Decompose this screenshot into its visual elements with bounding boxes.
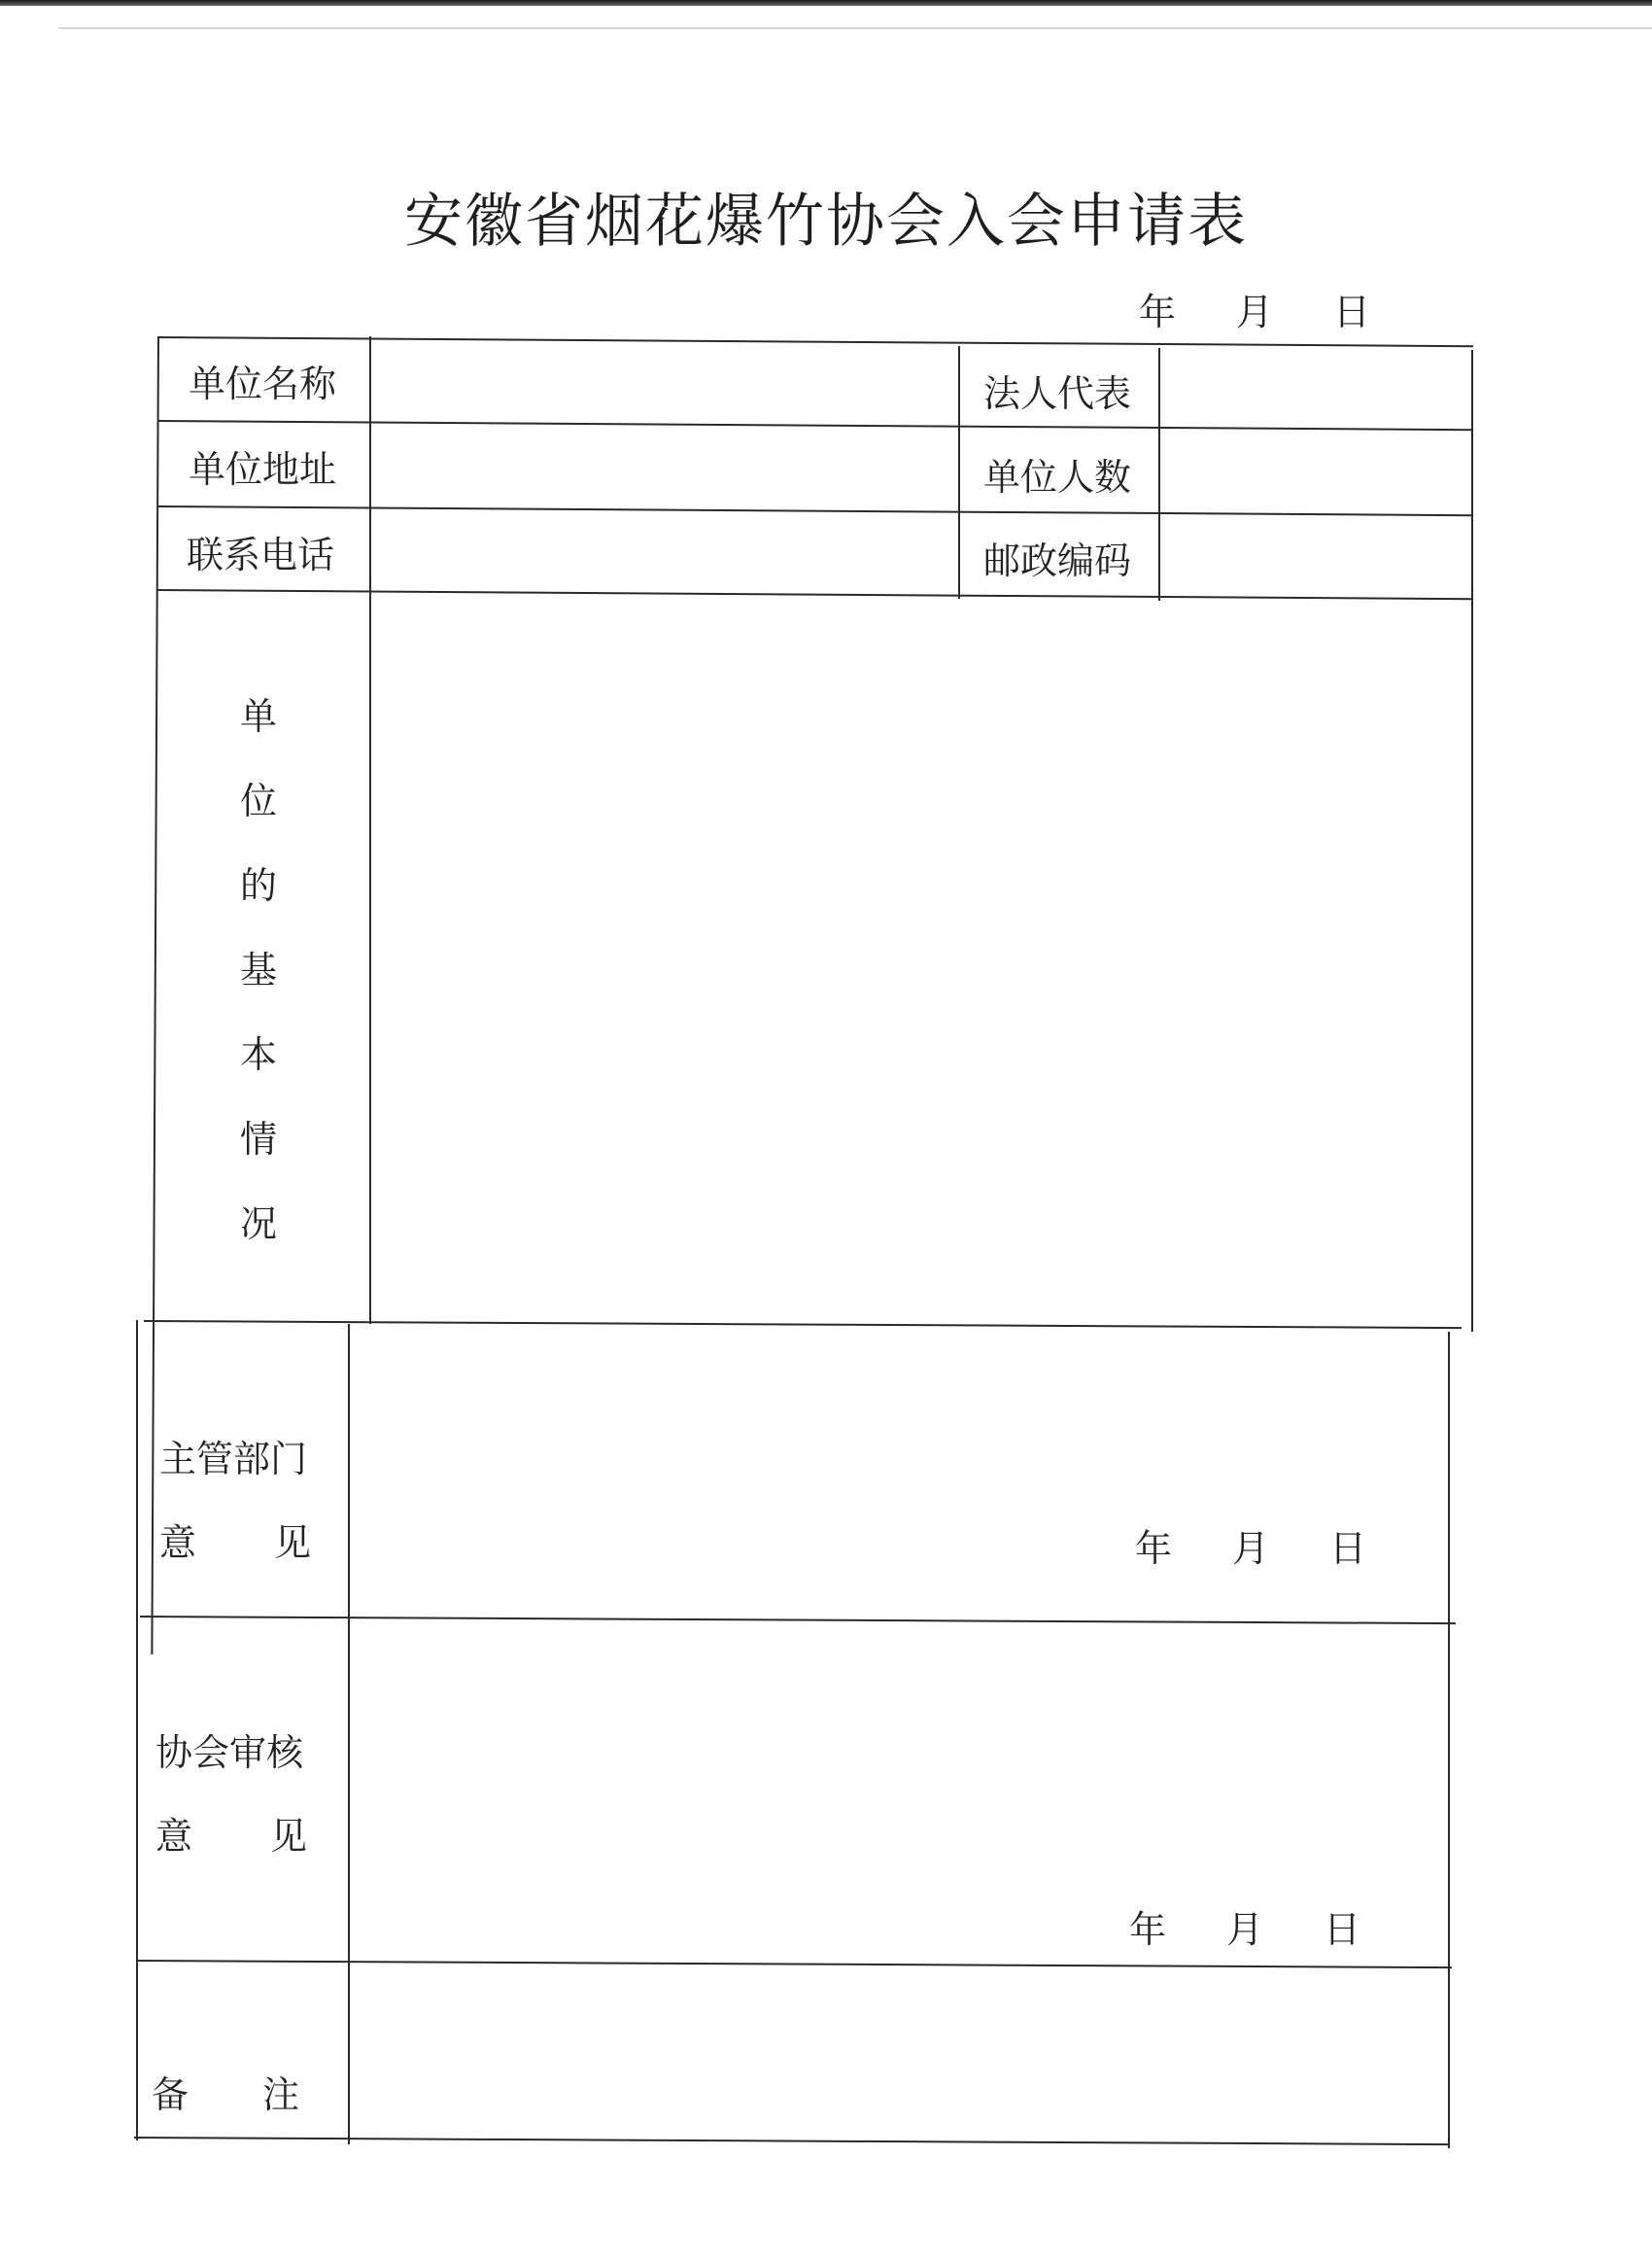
basic-info-char-4: 基 <box>239 949 277 991</box>
association-review-line2 <box>155 1806 307 1860</box>
remarks-char-b: 注 <box>262 2073 300 2116</box>
form-title: 安徽省烟花爆竹协会入会申请表 <box>404 188 1248 256</box>
basic-info-char-6: 情 <box>239 1118 277 1161</box>
date-year-label: 年 <box>1139 291 1177 333</box>
association-date-day: 日 <box>1324 1908 1361 1951</box>
row-line-bottom <box>134 2137 1450 2145</box>
date-day-label: 日 <box>1333 291 1371 333</box>
right-label-divider <box>958 346 960 599</box>
association-date-year: 年 <box>1129 1908 1167 1951</box>
right-value-divider <box>1158 348 1160 601</box>
row-line-3 <box>157 589 1473 600</box>
authority-opinion-char-a: 意 <box>159 1521 197 1564</box>
table-border-left <box>151 336 159 1654</box>
basic-info-char-7: 况 <box>239 1202 277 1245</box>
authority-opinion-char-b: 见 <box>274 1521 312 1564</box>
authority-opinion-line2 <box>159 1513 311 1566</box>
basic-info-char-5: 本 <box>239 1033 277 1076</box>
basic-info-char-2: 位 <box>239 780 277 822</box>
date-month-label: 月 <box>1236 291 1274 333</box>
postal-code-label: 邮政编码 <box>983 539 1132 582</box>
authority-opinion-label: 主管部门 <box>159 1438 308 1480</box>
association-date-month: 月 <box>1226 1908 1264 1951</box>
table-border-left-lower <box>136 1320 138 2140</box>
legal-representative-label: 法人代表 <box>983 372 1132 415</box>
row-line-5 <box>140 1616 1456 1624</box>
authority-date-month: 月 <box>1232 1527 1270 1570</box>
association-review-label: 协会审核 <box>155 1731 304 1774</box>
unit-address-label: 单位地址 <box>189 448 337 491</box>
association-review-char-b: 见 <box>270 1815 308 1858</box>
label-column-divider-lower <box>348 1324 350 2144</box>
remarks-char-a: 备 <box>152 2073 189 2116</box>
label-column-divider <box>369 336 371 1324</box>
association-date <box>1129 1899 1360 1953</box>
authority-date-day: 日 <box>1329 1527 1367 1570</box>
row-line-1 <box>157 420 1473 431</box>
unit-name-label: 单位名称 <box>189 363 337 405</box>
row-line-2 <box>157 505 1473 516</box>
table-border-right-lower <box>1448 1332 1450 2148</box>
basic-info-char-3: 的 <box>239 864 277 907</box>
row-line-4 <box>144 1320 1462 1329</box>
phone-label: 联系电话 <box>187 534 335 576</box>
basic-info-label <box>229 675 288 1267</box>
row-line-6 <box>136 1960 1452 1968</box>
association-review-char-a: 意 <box>155 1815 193 1858</box>
table-border-right <box>1471 350 1473 1332</box>
basic-info-char-1: 单 <box>239 695 277 738</box>
row-line-top <box>157 336 1473 347</box>
authority-date <box>1135 1518 1366 1572</box>
staff-count-label: 单位人数 <box>983 456 1132 499</box>
authority-date-year: 年 <box>1135 1527 1173 1570</box>
remarks-label <box>152 2065 299 2118</box>
